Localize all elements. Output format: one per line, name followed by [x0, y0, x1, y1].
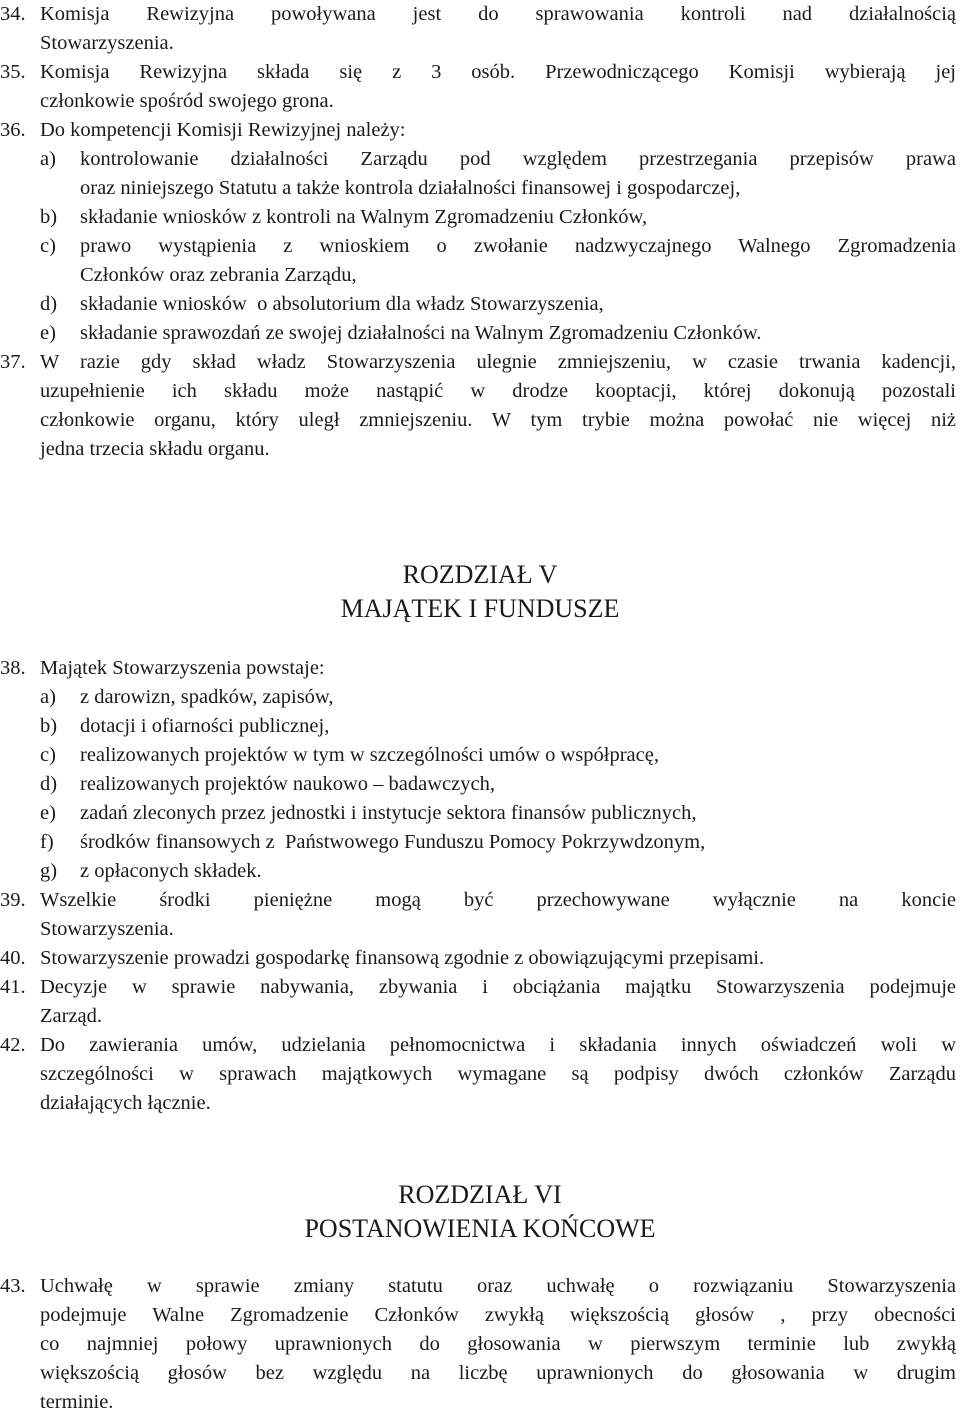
paragraph-line: Do kompetencji Komisji Rewizyjnej należy: [40, 119, 406, 141]
list-letter: b) [40, 206, 58, 228]
paragraph-line: Komisja Rewizyjna powoływana jest do sprawowania kontroli nad działalnością [40, 3, 956, 25]
list-item-line: realizowanych projektów naukowo – badawczych, [80, 773, 495, 795]
list-item-line: składanie sprawozdań ze swojej działalności na Walnym Zgromadzeniu Członków. [80, 322, 762, 344]
list-item [40, 319, 956, 348]
paragraph-line: jedna trzecia składu organu. [40, 438, 270, 460]
list-item [40, 145, 956, 203]
paragraph-number: 34. [0, 3, 26, 25]
paragraph-number: 35. [0, 61, 26, 83]
competence-list [40, 145, 956, 348]
paragraph-number: 39. [0, 889, 26, 911]
list-item-line: realizowanych projektów w tym w szczególności umów o współpracę, [80, 744, 659, 766]
list-item [40, 799, 956, 828]
paragraph-number: 38. [0, 657, 26, 679]
paragraph-number: 43. [0, 1275, 26, 1297]
paragraph-number: 42. [0, 1034, 26, 1056]
paragraph-line: Stowarzyszenia. [40, 918, 174, 940]
list-item-line: składanie wniosków z kontroli na Walnym Zgromadzeniu Członków, [80, 206, 648, 228]
list-item-line: dotacji i ofiarności publicznej, [80, 715, 330, 737]
list-letter: e) [40, 802, 56, 824]
paragraph-line: terminie. [40, 1391, 114, 1413]
list-item-line: składanie wniosków o absolutorium dla władz Stowarzyszenia, [80, 293, 604, 315]
paragraph-line: szczególności w sprawach majątkowych wymagane są podpisy dwóch członków Zarządu [40, 1063, 956, 1085]
list-letter: a) [40, 686, 56, 708]
chapter-5-heading [0, 558, 960, 626]
paragraph-line: Decyzje w sprawie nabywania, zbywania i obciążania majątku Stowarzyszenia podejmuje [40, 976, 956, 998]
list-letter: b) [40, 715, 58, 737]
paragraph-line: działających łącznie. [40, 1092, 211, 1114]
list-item-line: Członków oraz zebrania Zarządu, [80, 264, 357, 286]
list-item-line: oraz niniejszego Statutu a także kontrola działalności finansowej i gospodarczej, [80, 177, 741, 199]
paragraph-number: 37. [0, 351, 26, 373]
chapter-subtitle: MAJĄTEK I FUNDUSZE [340, 594, 620, 623]
paragraph-line: większością głosów bez względu na liczbę uprawnionych do głosowania w drugim [40, 1362, 956, 1384]
paragraph-line: Wszelkie środki pieniężne mogą być przechowywane wyłącznie na koncie [40, 889, 956, 911]
paragraph-line: Stowarzyszenia. [40, 32, 174, 54]
list-item [40, 770, 956, 799]
list-letter: d) [40, 293, 58, 315]
list-item [40, 683, 956, 712]
list-letter: d) [40, 773, 58, 795]
list-item-line: z darowizn, spadków, zapisów, [80, 686, 334, 708]
list-item [40, 232, 956, 290]
list-letter: e) [40, 322, 56, 344]
paragraph-number: 36. [0, 119, 26, 141]
paragraph-line: Do zawierania umów, udzielania pełnomocnictwa i składania innych oświadczeń woli w [40, 1034, 956, 1056]
paragraph-line: członkowie organu, który uległ zmniejszeniu. W tym trybie można powołać nie więcej niż [40, 409, 956, 431]
list-item [40, 712, 956, 741]
assets-list [40, 683, 956, 886]
list-item [40, 741, 956, 770]
list-item [40, 290, 956, 319]
list-letter: f) [40, 831, 54, 853]
list-item-line: kontrolowanie działalności Zarządu pod względem przestrzegania przepisów prawa [80, 148, 956, 170]
list-item-line: prawo wystąpienia z wnioskiem o zwołanie nadzwyczajnego Walnego Zgromadzenia [80, 235, 956, 257]
paragraph-line: Majątek Stowarzyszenia powstaje: [40, 657, 325, 679]
paragraph-number: 41. [0, 976, 26, 998]
list-letter: g) [40, 860, 58, 882]
list-item [40, 857, 956, 886]
paragraph-line: podejmuje Walne Zgromadzenie Członków zwykłą większością głosów , przy obecności [40, 1304, 956, 1326]
paragraph-line: uzupełnienie ich składu może nastąpić w drodze kooptacji, której dokonują pozostali [40, 380, 956, 402]
chapter-6-heading [0, 1178, 960, 1246]
paragraph-line: Stowarzyszenie prowadzi gospodarkę finansową zgodnie z obowiązującymi przepisami. [40, 947, 765, 969]
paragraph-line: członkowie spośród swojego grona. [40, 90, 334, 112]
list-letter: c) [40, 235, 56, 257]
list-item-line: z opłaconych składek. [80, 860, 262, 882]
paragraph-line: W razie gdy skład władz Stowarzyszenia ulegnie zmniejszeniu, w czasie trwania kadencji, [40, 351, 956, 373]
list-item-line: zadań zleconych przez jednostki i instytucje sektora finansów publicznych, [80, 802, 697, 824]
list-item [40, 203, 956, 232]
list-item-line: środków finansowych z Państwowego Funduszu Pomocy Pokrzywdzonym, [80, 831, 706, 853]
list-letter: a) [40, 148, 56, 170]
chapter-subtitle: POSTANOWIENIA KOŃCOWE [304, 1214, 656, 1243]
chapter-title: ROZDZIAŁ VI [398, 1180, 562, 1209]
paragraph-number: 40. [0, 947, 26, 969]
list-letter: c) [40, 744, 56, 766]
paragraph-line: Zarząd. [40, 1005, 103, 1027]
paragraph-line: co najmniej połowy uprawnionych do głosowania w pierwszym terminie lub zwykłą [40, 1333, 956, 1355]
paragraph-line: Uchwałę w sprawie zmiany statutu oraz uchwałę o rozwiązaniu Stowarzyszenia [40, 1275, 956, 1297]
list-item [40, 828, 956, 857]
paragraph-line: Komisja Rewizyjna składa się z 3 osób. Przewodniczącego Komisji wybierają jej [40, 61, 956, 83]
chapter-title: ROZDZIAŁ V [402, 560, 558, 589]
